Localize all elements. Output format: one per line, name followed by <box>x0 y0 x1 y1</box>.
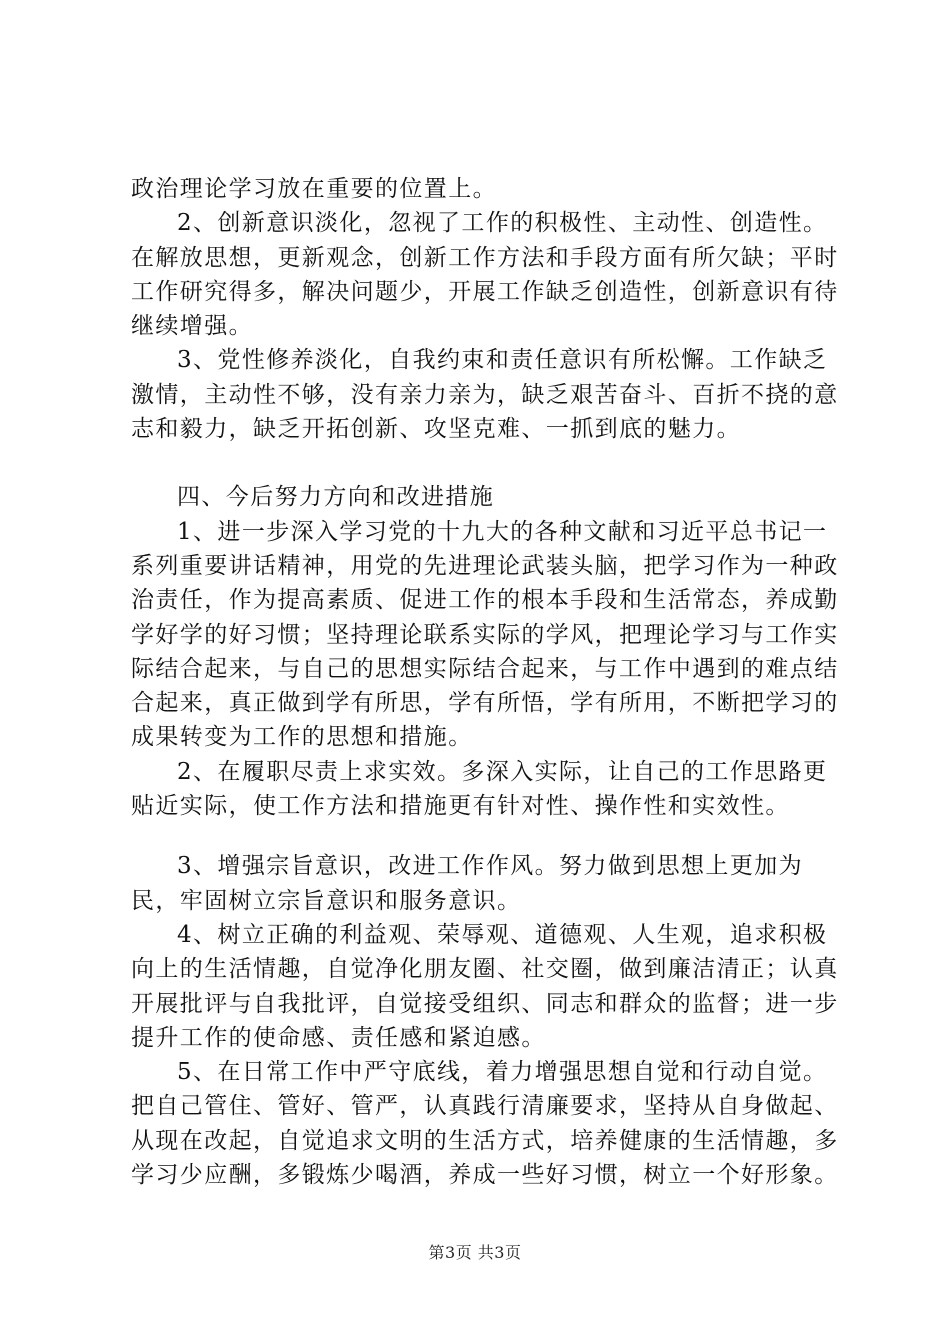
paragraph-measure-4-values: 4、树立正确的利益观、荣辱观、道德观、人生观，追求积极向上的生活情趣，自觉净化朋友圈、社交圈，做到廉洁清正；认真开展批评与自我批评，自觉接受组织、同志和群众的监督；进一步提升工作的使命感、责任感和紧迫感。 <box>131 921 839 1051</box>
paragraph-measure-1-study: 1、进一步深入学习党的十九大的各种文献和习近平总书记一系列重要讲话精神，用党的先进理论武装头脑，把学习作为一种政治责任，作为提高素质、促进工作的根本手段和生活常态，养成勤学好学的好习惯；坚持理论联系实际的学风，把理论学习与工作实际结合起来，与自己的思想实际结合起来，与工作中遇到的难点结合起来，真正做到学有所思，学有所悟，学有所用，不断把学习的成果转变为工作的思想和措施。 <box>131 518 839 751</box>
paragraph-item-2-innovation: 2、创新意识淡化，忽视了工作的积极性、主动性、创造性。在解放思想，更新观念，创新工作方法和手段方面有所欠缺；平时工作研究得多，解决问题少，开展工作缺乏创造性，创新意识有待继续增强。 <box>131 210 839 340</box>
page-number-label: 第3页 共3页 <box>428 1243 522 1262</box>
paragraph-measure-3-purpose: 3、增强宗旨意识，改进工作作风。努力做到思想上更加为民，牢固树立宗旨意识和服务意识。 <box>131 853 804 914</box>
section-heading-improvement: 四、今后努力方向和改进措施 <box>177 484 495 511</box>
paragraph-continuation: 政治理论学习放在重要的位置上。 <box>131 176 497 202</box>
document-body <box>131 172 845 1192</box>
page-footer <box>0 1243 950 1263</box>
paragraph-measure-2-effectiveness: 2、在履职尽责上求实效。多深入实际，让自己的工作思路更贴近实际，使工作方法和措施更有针对性、操作性和实效性。 <box>131 758 828 820</box>
paragraph-measure-5-bottom-line: 5、在日常工作中严守底线，着力增强思想自觉和行动自觉。把自己管住、管好、管严，认真践行清廉要求，坚持从自身做起、从现在改起，自觉追求文明的生活方式，培养健康的生活情趣，多学习少应酬，多锻炼少喝酒，养成一些好习惯，树立一个好形象。 <box>131 1059 839 1189</box>
paragraph-item-3-party-spirit: 3、党性修养淡化，自我约束和责任意识有所松懈。工作缺乏激情，主动性不够，没有亲力亲为，缺乏艰苦奋斗、百折不挠的意志和毅力，缺乏开拓创新、攻坚克难、一抓到底的魅力。 <box>131 347 839 443</box>
